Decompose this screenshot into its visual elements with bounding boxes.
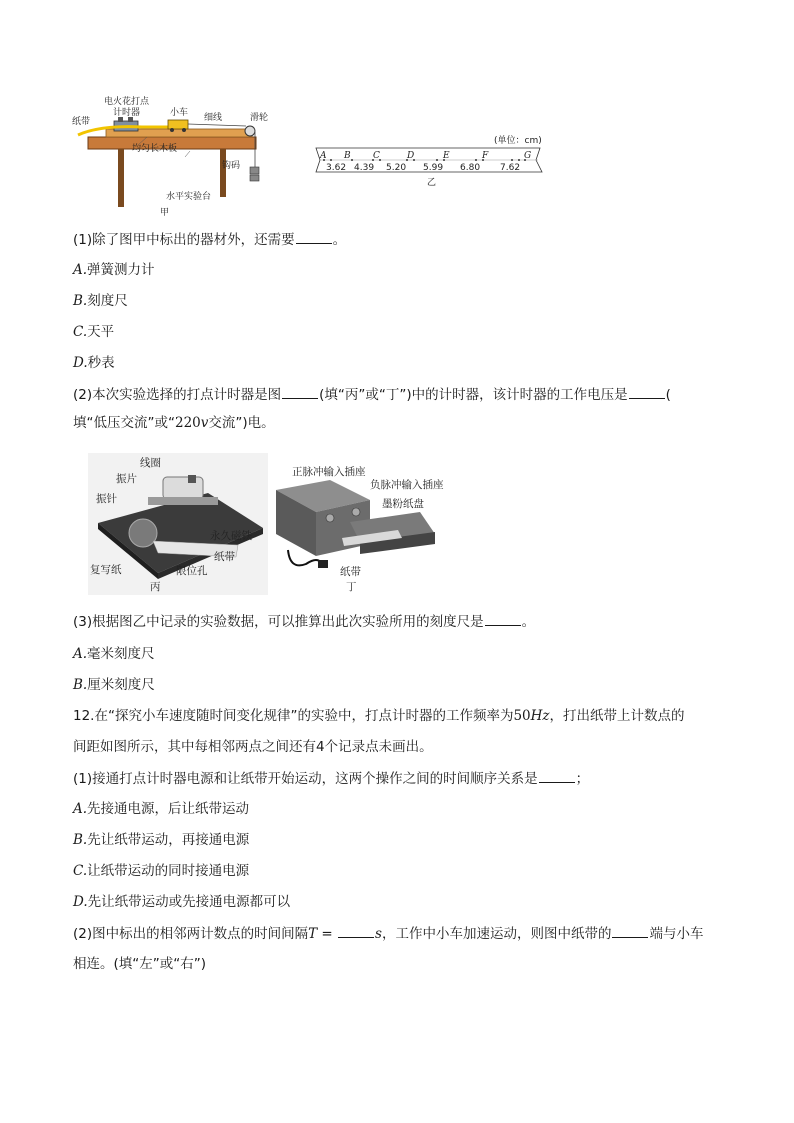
caption-yi: 乙 (427, 178, 437, 188)
caption-bing: 丙 (150, 581, 161, 593)
label-tape-ding: 纸带 (340, 566, 361, 578)
q3-option-b: B.厘米刻度尺 (73, 677, 155, 693)
caption-jia: 甲 (160, 208, 170, 218)
answer-blank[interactable] (485, 612, 521, 626)
label-reed: 振片 (116, 473, 137, 485)
q12-option-c: C.让纸带运动的同时接通电源 (73, 863, 250, 879)
q3-option-a: A.毫米刻度尺 (73, 646, 155, 662)
label-carbon: 复写纸 (90, 564, 122, 576)
label-magnet: 永久磁铁 (210, 530, 252, 542)
label-coil: 线圈 (140, 457, 161, 469)
q1-stem: (1)除了图甲中标出的器材外，还需要 。 (73, 232, 347, 248)
label-timer: 电火花打点 计时器 (104, 97, 150, 118)
label-pulley: 滑轮 (250, 113, 269, 123)
tape-gap-2: 4.39 (354, 163, 375, 173)
q12-option-d: D.先让纸带运动或先接通电源都可以 (73, 894, 291, 910)
tape-point-d: D (407, 151, 415, 161)
label-toner-disk: 墨粉纸盘 (382, 498, 424, 510)
q12-option-a: A.先接通电源，后让纸带运动 (73, 801, 250, 817)
answer-blank[interactable] (612, 924, 648, 938)
q12-sub2-line-2: 相连。(填“左”或“右”) (73, 956, 207, 972)
label-tape: 纸带 (72, 117, 91, 127)
figure-bing (88, 453, 268, 595)
label-tape-bing: 纸带 (214, 551, 235, 563)
tape-point-e: E (443, 151, 450, 161)
answer-blank[interactable] (282, 385, 318, 399)
answer-blank[interactable] (296, 230, 332, 244)
label-cart: 小车 (170, 108, 189, 118)
tape-gap-3: 5.20 (386, 163, 407, 173)
tape-unit: (单位：cm) (494, 136, 542, 146)
tape-gap-4: 5.99 (423, 163, 444, 173)
label-weights: 钩码 (222, 161, 241, 171)
tape-gap-1: 3.62 (326, 163, 347, 173)
tape-gap-5: 6.80 (460, 163, 481, 173)
label-needle: 振针 (96, 493, 117, 505)
tape-point-c: C (373, 151, 380, 161)
answer-blank[interactable] (539, 769, 575, 783)
q12-sub1-stem: (1)接通打点计时器电源和让纸带开始运动，这两个操作之间的时间顺序关系是 ； (73, 771, 590, 787)
label-pos-socket: 正脉冲输入插座 (292, 466, 366, 478)
q1-option-c: C.天平 (73, 324, 115, 340)
q2-line-2: 填“低压交流”或“220v交流”)电。 (73, 415, 275, 431)
q2-line-1: (2)本次实验选择的打点计时器是图 (填“丙”或“丁”)中的计时器，该计时器的工作电压是 ( (73, 387, 671, 403)
label-neg-socket: 负脉冲输入插座 (370, 479, 444, 491)
label-board: 均匀长木板 (132, 144, 178, 154)
tape-point-g: G (524, 151, 532, 161)
figure-jia (70, 95, 300, 220)
q12-option-b: B.先让纸带运动，再接通电源 (73, 832, 250, 848)
q12-line-1: 12.在“探究小车速度随时间变化规律”的实验中，打点计时器的工作频率为50Hz，打出纸带上计数点的 (73, 708, 685, 724)
label-table: 水平实验台 (166, 192, 212, 202)
tape-point-b: B (344, 151, 351, 161)
label-hole: 限位孔 (176, 565, 208, 577)
q3-stem: (3)根据图乙中记录的实验数据，可以推算出此次实验所用的刻度尺是 。 (73, 614, 536, 630)
tape-point-a: A (320, 151, 327, 161)
tape-point-f: F (482, 151, 489, 161)
figure-ding (270, 460, 460, 595)
q12-sub2-line-1: (2)图中标出的相邻两计数点的时间间隔T = s，工作中小车加速运动，则图中纸带的 端与小车 (73, 926, 704, 942)
label-string: 细线 (204, 113, 223, 123)
figure-yi (312, 136, 548, 192)
answer-blank[interactable] (338, 924, 374, 938)
q1-option-b: B.刻度尺 (73, 293, 128, 309)
q1-option-d: D.秒表 (73, 355, 115, 371)
q12-line-2: 间距如图所示，其中每相邻两点之间还有4个记录点未画出。 (73, 739, 433, 755)
caption-ding: 丁 (346, 581, 357, 593)
answer-blank[interactable] (629, 385, 665, 399)
tape-gap-6: 7.62 (500, 163, 521, 173)
q1-option-a: A.弹簧测力计 (73, 262, 155, 278)
